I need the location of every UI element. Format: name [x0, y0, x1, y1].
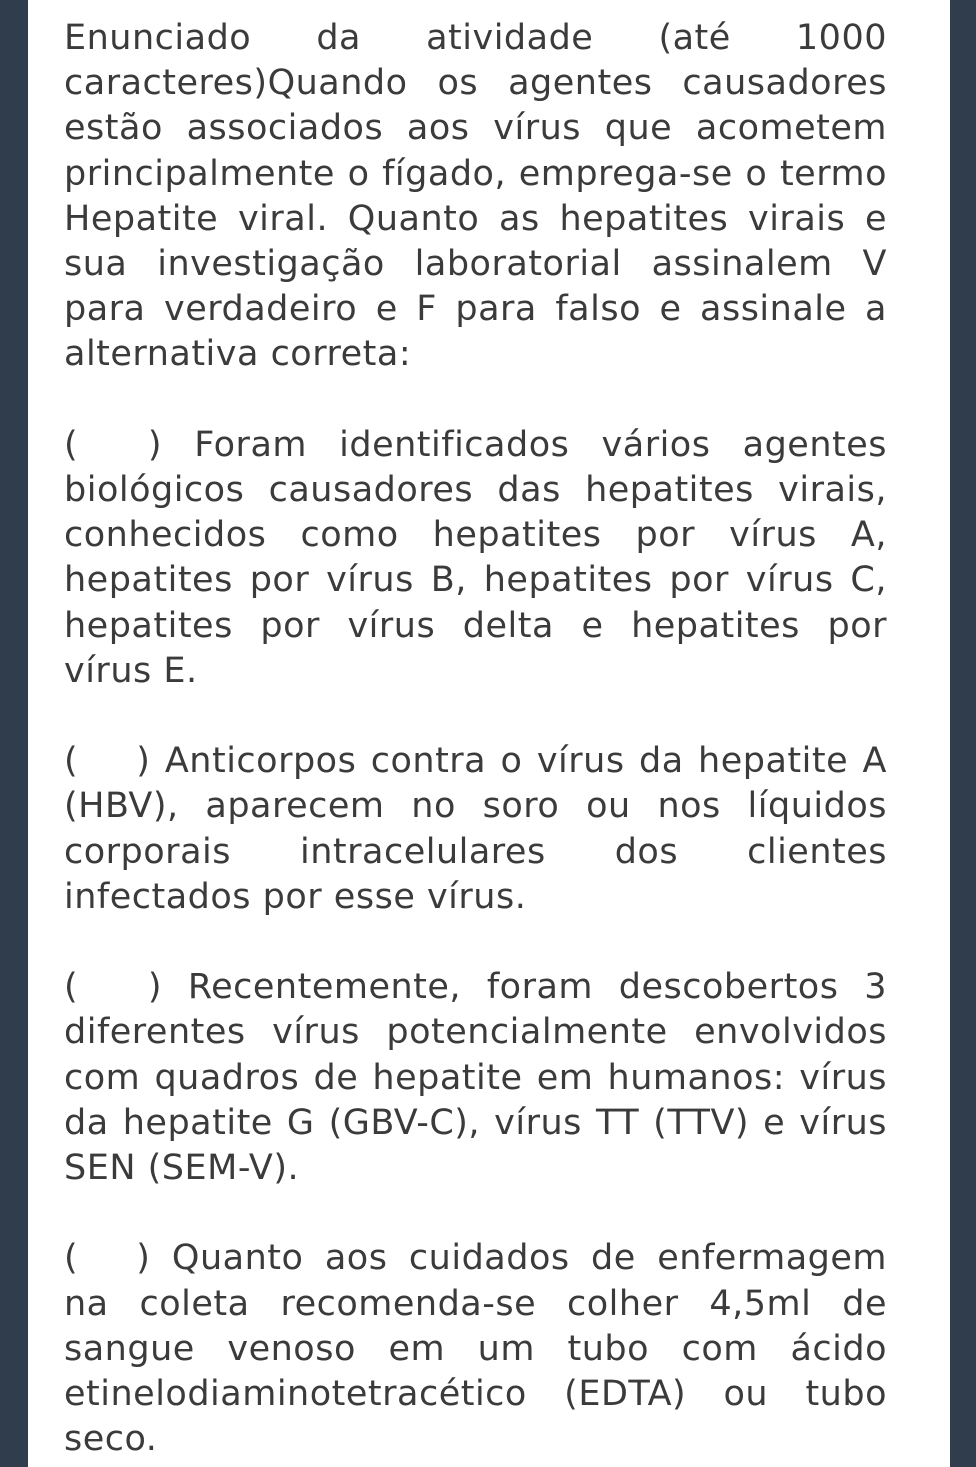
statement-item-4	[64, 1236, 887, 1462]
statement-item-1	[64, 423, 887, 694]
statement-intro: Enunciado da atividade (até 1000 caracteres)Quando os agentes causadores estão associados aos vírus que acometem principalmente o fígado, emprega-se o termo Hepatite viral. Quanto as hepatites virais e sua investigação laboratorial assinalem V para verdadeiro e F para falso e assinale a alternativa correta:	[64, 18, 887, 375]
answer-blank-1[interactable]: ( )	[64, 424, 163, 465]
document-sheet	[28, 0, 950, 1467]
statement-item-3	[64, 965, 887, 1191]
statement-item-1-text: Foram identificados vários agentes biológicos causadores das hepatites virais, conhecidos como hepatites por vírus A, hepatites por vírus B, hepatites por vírus C, hepatites por vírus delta e hepatites por vírus E.	[64, 424, 887, 691]
answer-blank-3[interactable]: ( )	[64, 967, 163, 1008]
paragraph-gap	[64, 378, 887, 423]
statement-item-4-text: Quanto aos cuidados de enfermagem na coleta recomenda-se colher 4,5ml de sangue venoso em um tubo com ácido etinelodiaminotetracético (EDTA) ou tubo seco.	[64, 1238, 887, 1460]
statement-item-3-text: Recentemente, foram descobertos 3 diferentes vírus potencialmente envolvidos com quadros de hepatite em humanos: vírus da hepatite G (GBV-C), vírus TT (TTV) e vírus SEN (SEM-V).	[64, 967, 887, 1189]
answer-blank-2[interactable]: ( )	[64, 741, 151, 782]
answer-blank-4[interactable]: ( )	[64, 1238, 151, 1279]
paragraph-gap	[64, 1191, 887, 1236]
paragraph-gap	[64, 920, 887, 965]
statement-item-2-text: Anticorpos contra o vírus da hepatite A (HBV), aparecem no soro ou nos líquidos corporais intracelulares dos clientes infectados por esse vírus.	[64, 741, 887, 917]
statement-item-2	[64, 739, 887, 920]
paragraph-gap	[64, 694, 887, 739]
